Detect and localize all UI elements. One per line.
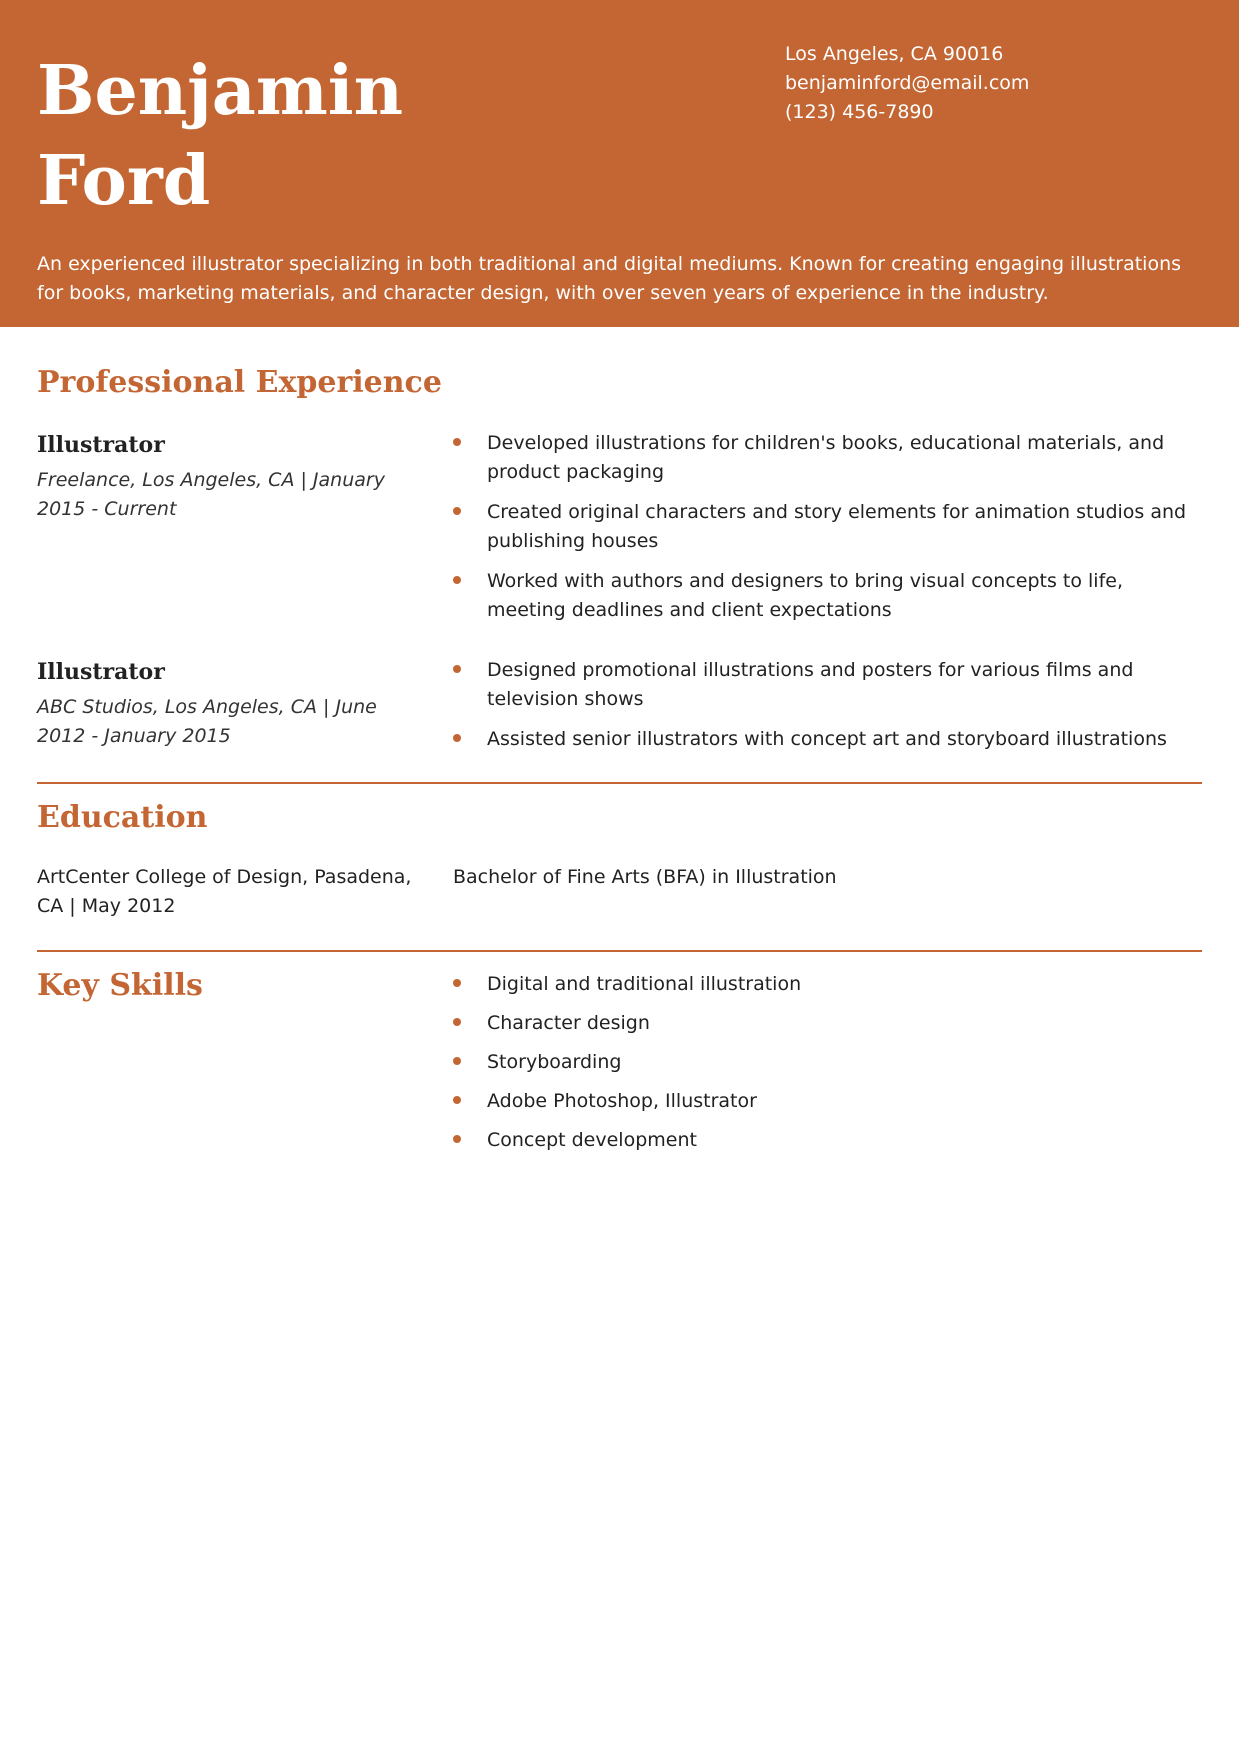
- contact-phone: (123) 456-7890: [785, 101, 934, 123]
- job-bullet: Designed promotional illustrations and posters for various films and television shows: [453, 656, 1205, 714]
- job-title: Illustrator: [37, 659, 165, 685]
- skill-item: Character design: [453, 1009, 1205, 1038]
- education-school: ArtCenter College of Design, Pasadena, CA | May 2012: [37, 866, 412, 917]
- skill-item: Digital and traditional illustration: [453, 970, 1205, 999]
- job-meta: Freelance, Los Angeles, CA | January 2015 - Current: [37, 469, 385, 520]
- resume-header: [0, 0, 1239, 327]
- profile-summary: An experienced illustrator specializing in both traditional and digital mediums. Known for creating engaging illustrations for books, marketing materials, and character design, with over seven years of experience in the industry.: [37, 253, 1182, 304]
- job-meta: ABC Studios, Los Angeles, CA | June 2012 - January 2015: [37, 696, 377, 747]
- contact-info: [785, 40, 1205, 127]
- section-divider: [37, 950, 1202, 952]
- skill-item: Concept development: [453, 1126, 1205, 1155]
- skills-list: [453, 970, 1205, 1165]
- job-bullet: Worked with authors and designers to bring visual concepts to life, meeting deadlines and client expectations: [453, 567, 1205, 625]
- section-title-experience: Professional Experience: [37, 365, 442, 400]
- job-bullets: [453, 429, 1205, 636]
- job-bullet: Created original characters and story elements for animation studios and publishing houses: [453, 498, 1205, 556]
- contact-email: benjaminford@email.com: [785, 72, 1030, 94]
- skill-item: Storyboarding: [453, 1048, 1205, 1077]
- section-divider: [37, 782, 1202, 784]
- skill-item: Adobe Photoshop, Illustrator: [453, 1087, 1205, 1116]
- job-bullet: Developed illustrations for children's books, educational materials, and product packaging: [453, 429, 1205, 487]
- job-title: Illustrator: [37, 432, 165, 458]
- section-title-education: Education: [37, 800, 208, 835]
- section-title-skills: Key Skills: [37, 968, 203, 1003]
- job-bullets: [453, 656, 1205, 765]
- candidate-name: Benjamin Ford: [37, 51, 404, 221]
- education-degree: Bachelor of Fine Arts (BFA) in Illustration: [453, 866, 837, 888]
- contact-location: Los Angeles, CA 90016: [785, 43, 1004, 65]
- job-bullet: Assisted senior illustrators with concept art and storyboard illustrations: [453, 725, 1205, 754]
